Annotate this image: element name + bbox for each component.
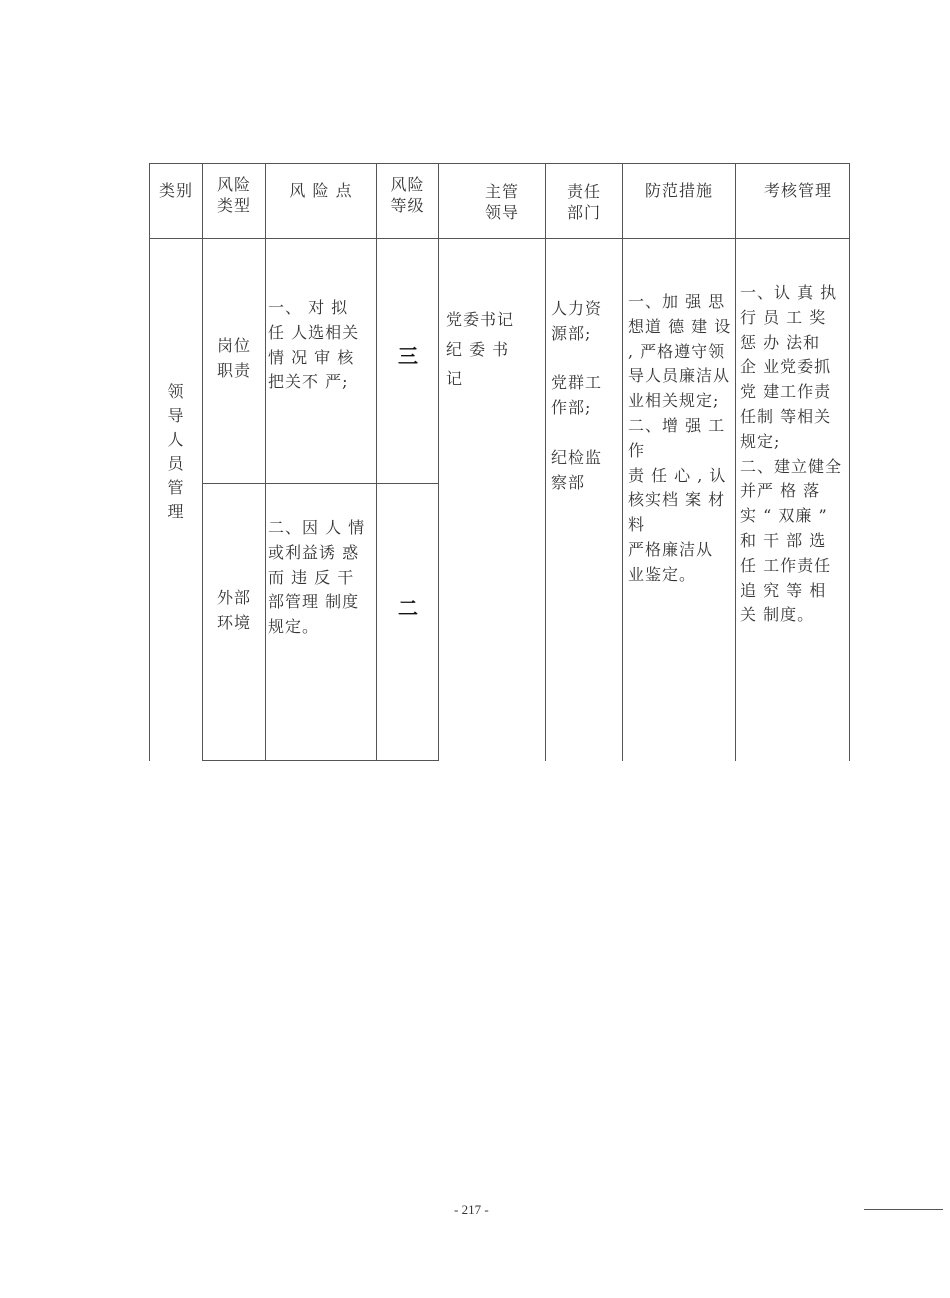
header-dept: 责任 部门	[566, 182, 601, 222]
risk-point-2: 二、因 人 情 或利益诱 惑 而 违 反 干 部管理 制度 规定。	[268, 518, 366, 637]
col-divider-5	[545, 163, 546, 761]
row-divider	[202, 483, 439, 484]
col-divider-6	[622, 163, 623, 761]
risk-type-2: 外部 环境	[216, 588, 251, 632]
risk-type-1: 岗位 职责	[216, 336, 251, 380]
col-divider-2	[265, 163, 266, 761]
header-measures: 防范措施	[644, 181, 713, 200]
category-cell: 领 导 人 员 管 理	[167, 382, 185, 521]
header-divider	[149, 238, 850, 239]
assessment-cell: 一、认 真 执 行 员 工 奖 惩 办 法和 企 业党委抓 党 建工作责 任制 等相关 规定; 二、建立健全 并严 格 落 实 “ 双廉 ” 和 干 部 选 任 工作责任 追 究 等 相 关 制度。	[740, 283, 843, 625]
header-risk-point: 风 险 点	[289, 181, 353, 200]
dept-cell: 人力资 源部; 党群工 作部; 纪检监 察部	[551, 299, 603, 492]
measures-cell: 一、加 强 思 想道 德 建 设 , 严格遵守领 导人员廉洁从 业相关规定; 二、增 强 工 作 责 任 心 , 认 核实档 案 材 料 严格廉洁从 业鉴定。	[628, 292, 732, 584]
table-bottom-partial	[202, 760, 439, 761]
header-category: 类别	[158, 181, 193, 200]
table-border-top	[149, 163, 850, 164]
leader-cell: 党委书记 纪 委 书 记	[446, 310, 515, 389]
header-risk-level: 风险 等级	[390, 175, 425, 215]
header-assessment: 考核管理	[763, 181, 832, 200]
col-divider-3	[376, 163, 377, 761]
risk-point-1: 一、 对 拟 任 人选相关 情 况 审 核 把关不 严;	[268, 298, 360, 392]
col-divider-4	[438, 163, 439, 761]
footer-rule	[864, 1209, 943, 1210]
page-number: - 217 -	[454, 1202, 489, 1217]
col-divider-1	[202, 163, 203, 761]
header-leader: 主管 领导	[484, 182, 519, 222]
risk-level-1: 三	[398, 344, 418, 368]
header-risk-type: 风险 类型	[216, 175, 251, 215]
risk-level-2: 二	[398, 596, 418, 620]
